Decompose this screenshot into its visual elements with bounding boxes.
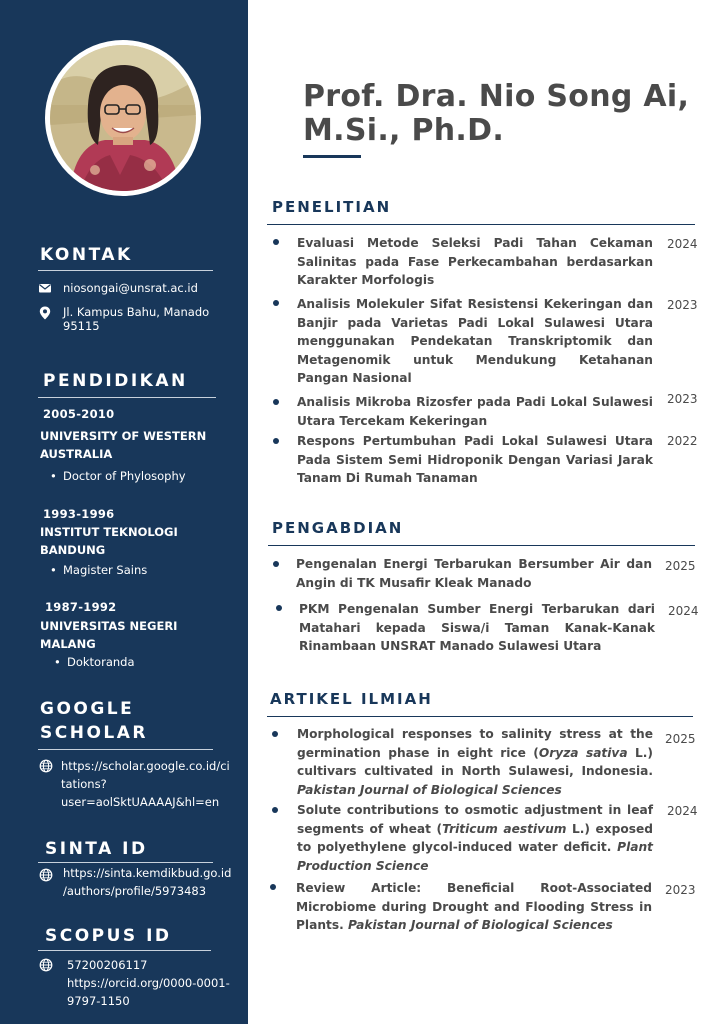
bullet-icon	[273, 399, 279, 405]
research-year: 2023	[667, 298, 698, 312]
name-underline	[303, 155, 361, 158]
bullet-icon	[273, 239, 279, 245]
bullet-icon	[273, 561, 279, 567]
person-name: Prof. Dra. Nio Song Ai, M.Si., Ph.D.	[303, 79, 690, 148]
sinta-heading: SINTA ID	[45, 839, 148, 859]
research-year: 2024	[667, 237, 698, 251]
envelope-icon	[38, 281, 52, 295]
location-pin-icon	[38, 306, 52, 320]
pendidikan-heading: PENDIDIKAN	[43, 371, 188, 391]
article-citation	[297, 725, 653, 799]
edu-years: 1987-1992	[45, 600, 117, 614]
bullet-icon	[273, 300, 279, 306]
address-line-1: Jl. Kampus Bahu, Manado	[63, 305, 210, 319]
sinta-link[interactable]: /authors/profile/5973483	[63, 884, 207, 898]
article-title: Solute contributions to osmotic adjustment in leaf segments of wheat (	[297, 803, 653, 836]
orcid-link[interactable]: https://orcid.org/0000-0001-	[67, 976, 230, 990]
scholar-heading: GOOGLE	[40, 699, 135, 719]
bullet-icon	[270, 884, 276, 890]
article-year: 2025	[665, 732, 696, 746]
scholar-link[interactable]: user=aolSktUAAAAJ&hl=en	[61, 795, 220, 809]
globe-icon	[39, 868, 53, 882]
profile-photo-frame	[45, 40, 201, 196]
penelitian-heading: PENELITIAN	[272, 198, 392, 216]
article-title-cont: L.) cultivars cultivated in North Sulawesi, Indonesia.	[297, 745, 654, 779]
scholar-link[interactable]: tations?	[61, 777, 107, 791]
sinta-divider	[38, 862, 213, 863]
edu-years: 2005-2010	[43, 407, 115, 421]
scholar-divider	[38, 749, 213, 750]
research-title: Analisis Mikroba Rizosfer pada Padi Lokal Sulawesi Utara Tercekam Kekeringan	[297, 395, 653, 428]
article-title: Review Article: Beneficial Root-Associated Microbiome during Drought and Flooding Stress in Plants.	[296, 881, 652, 933]
edu-institution: INSTITUT TEKNOLOGI	[40, 525, 178, 539]
article-title-cont: L.) exposed to polyethylene glycol-induced water deficit.	[297, 821, 654, 855]
sinta-link[interactable]: https://sinta.kemdikbud.go.id	[63, 866, 232, 880]
bullet-icon	[276, 605, 282, 611]
pengabdian-heading: PENGABDIAN	[272, 519, 404, 537]
profile-photo	[50, 45, 196, 191]
scopus-divider	[38, 950, 211, 951]
article-citation	[297, 801, 653, 875]
email-text: niosongai@unsrat.ac.id	[63, 281, 198, 295]
globe-icon	[39, 759, 53, 773]
research-year: 2022	[667, 434, 698, 448]
artikel-divider	[267, 716, 693, 717]
orcid-link[interactable]: 9797-1150	[67, 994, 130, 1008]
address-line-2: 95115	[63, 319, 100, 333]
article-year: 2024	[667, 804, 698, 818]
sidebar	[0, 0, 248, 1024]
research-title: Respons Pertumbuhan Padi Lokal Sulawesi Utara Pada Sistem Semi Hidroponik Dengan Variasi Jarak Tanam Di Rumah Tanaman	[297, 434, 653, 486]
edu-degree: • Magister Sains	[63, 563, 147, 578]
bullet-icon	[273, 438, 279, 444]
service-year: 2025	[665, 559, 696, 573]
article-species: Triticum aestivum	[442, 821, 567, 836]
service-title: PKM Pengenalan Sumber Energi Terbarukan dari Matahari kepada Siswa/i Taman Kanak-Kanak Rinambaan UNSRAT Manado Sulawesi Utara	[299, 602, 655, 654]
scholar-heading: SCHOLAR	[40, 723, 148, 743]
article-title: Morphological responses to salinity stress at the germination phase in eight rice (	[297, 727, 653, 760]
penelitian-divider	[267, 224, 695, 225]
scholar-link[interactable]: https://scholar.google.co.id/ci	[61, 759, 230, 773]
edu-years: 1993-1996	[43, 507, 115, 521]
edu-degree: • Doktoranda	[67, 655, 135, 670]
kontak-heading: KONTAK	[40, 245, 133, 265]
article-journal: Pakistan Journal of Biological Sciences	[347, 918, 613, 933]
research-year: 2023	[667, 392, 698, 406]
scopus-heading: SCOPUS ID	[45, 926, 172, 946]
article-species: Oryza sativa	[538, 745, 628, 760]
article-journal: Pakistan Journal of Biological Sciences	[297, 782, 562, 797]
pengabdian-divider	[268, 545, 695, 546]
pendidikan-divider	[38, 397, 216, 398]
research-title: Evaluasi Metode Seleksi Padi Tahan Cekaman Salinitas pada Fase Perkecambahan berdasarkan Karakter Morfologis	[297, 236, 653, 288]
service-year: 2024	[668, 604, 699, 618]
edu-institution: UNIVERSITAS NEGERI	[40, 619, 178, 633]
artikel-heading: ARTIKEL ILMIAH	[270, 690, 433, 708]
research-title: Analisis Molekuler Sifat Resistensi Kekeringan dan Banjir pada Varietas Padi Lokal Sulawesi Utara menggunakan Pendekatan Transkriptomik dan Metagenomik untuk Mendukung Ketahanan Pangan Nasional	[297, 297, 653, 386]
kontak-divider	[38, 270, 213, 271]
bullet-icon	[272, 731, 278, 737]
edu-institution: MALANG	[40, 637, 96, 651]
edu-institution: AUSTRALIA	[40, 447, 113, 461]
bullet-icon	[272, 807, 278, 813]
service-title: Pengenalan Energi Terbarukan Bersumber Air dan Angin di TK Musafir Kleak Manado	[296, 557, 652, 590]
edu-institution: UNIVERSITY OF WESTERN	[40, 429, 207, 443]
article-journal: Plant Production Science	[297, 840, 653, 873]
edu-degree: • Doctor of Phylosophy	[63, 469, 186, 484]
edu-institution: BANDUNG	[40, 543, 106, 557]
article-citation	[296, 879, 652, 935]
globe-icon	[39, 958, 53, 972]
article-year: 2023	[665, 883, 696, 897]
scopus-id: 57200206117	[67, 958, 148, 972]
